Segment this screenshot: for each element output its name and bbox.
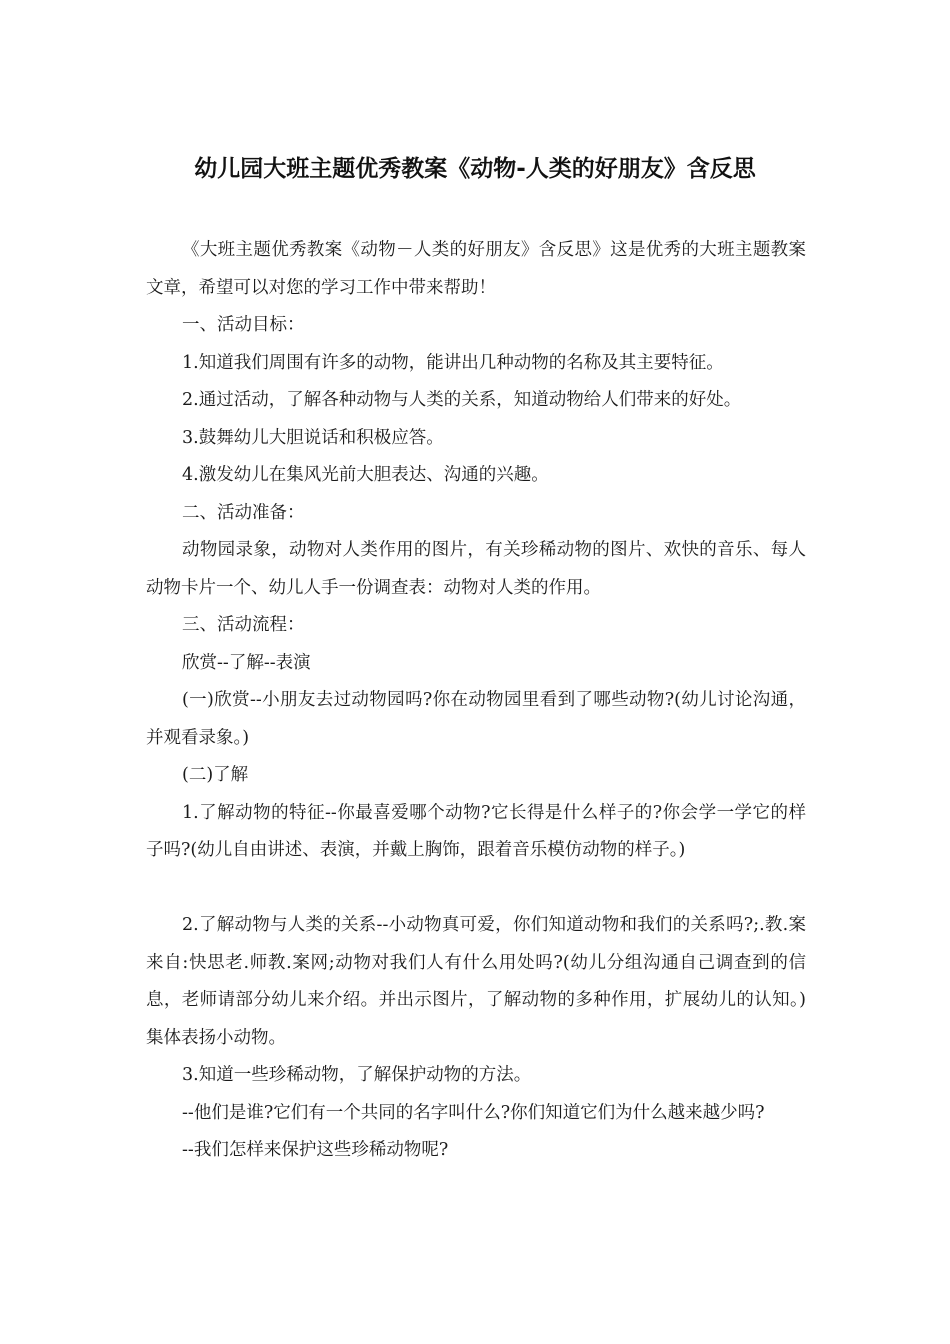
process-step: 3.知道一些珍稀动物，了解保护动物的方法。 xyxy=(182,1065,532,1085)
intro-paragraph: 《大班主题优秀教案《动物－人类的好朋友》含反思》这是优秀的大班主题教案文章，希望可以对您的学习工作中带来帮助！ xyxy=(146,240,806,298)
process-step: 2.了解动物与人类的关系--小动物真可爱，你们知道动物和我们的关系吗?;.教.案来自:快思老.师教.案网;动物对我们人有什么用处吗?(幼儿分组沟通自己调查到的信息，老师请部分幼儿来介绍。并出示图片，了解动物的多种作用，扩展幼儿的认知。)集体表扬小动物。 xyxy=(146,915,806,1048)
process-summary: 欣赏--了解--表演 xyxy=(182,652,311,673)
section-heading-goals: 一、活动目标： xyxy=(182,315,305,335)
document-body xyxy=(146,232,806,1170)
question-paragraph: --他们是谁?它们有一个共同的名字叫什么?你们知道它们为什么越来越少吗? xyxy=(182,1102,765,1123)
process-step: (一)欣赏--小朋友去过动物园吗?你在动物园里看到了哪些动物?(幼儿讨论沟通，并观看录象。) xyxy=(146,690,806,748)
document-title: 幼儿园大班主题优秀教案《动物-人类的好朋友》含反思 xyxy=(194,156,756,182)
section-heading-process: 三、活动流程： xyxy=(182,615,305,635)
goal-item: 1.知道我们周围有许多的动物，能讲出几种动物的名称及其主要特征。 xyxy=(182,352,724,373)
goal-item: 4.激发幼儿在集风光前大胆表达、沟通的兴趣。 xyxy=(182,465,549,485)
goal-item: 2.通过活动，了解各种动物与人类的关系，知道动物给人们带来的好处。 xyxy=(182,390,742,410)
goal-item: 3.鼓舞幼儿大胆说话和积极应答。 xyxy=(182,427,444,448)
blank-line xyxy=(146,870,806,908)
process-step: 1.了解动物的特征--你最喜爱哪个动物?它长得是什么样子的?你会学一学它的样子吗?(幼儿自由讲述、表演，并戴上胸饰，跟着音乐模仿动物的样子。) xyxy=(146,802,806,860)
question-paragraph: --我们怎样来保护这些珍稀动物呢? xyxy=(182,1140,449,1160)
process-step-heading: (二)了解 xyxy=(182,765,249,785)
section-heading-preparation: 二、活动准备： xyxy=(182,502,305,523)
preparation-paragraph: 动物园录象，动物对人类作用的图片，有关珍稀动物的图片、欢快的音乐、每人动物卡片一个、幼儿人手一份调查表：动物对人类的作用。 xyxy=(146,540,806,598)
